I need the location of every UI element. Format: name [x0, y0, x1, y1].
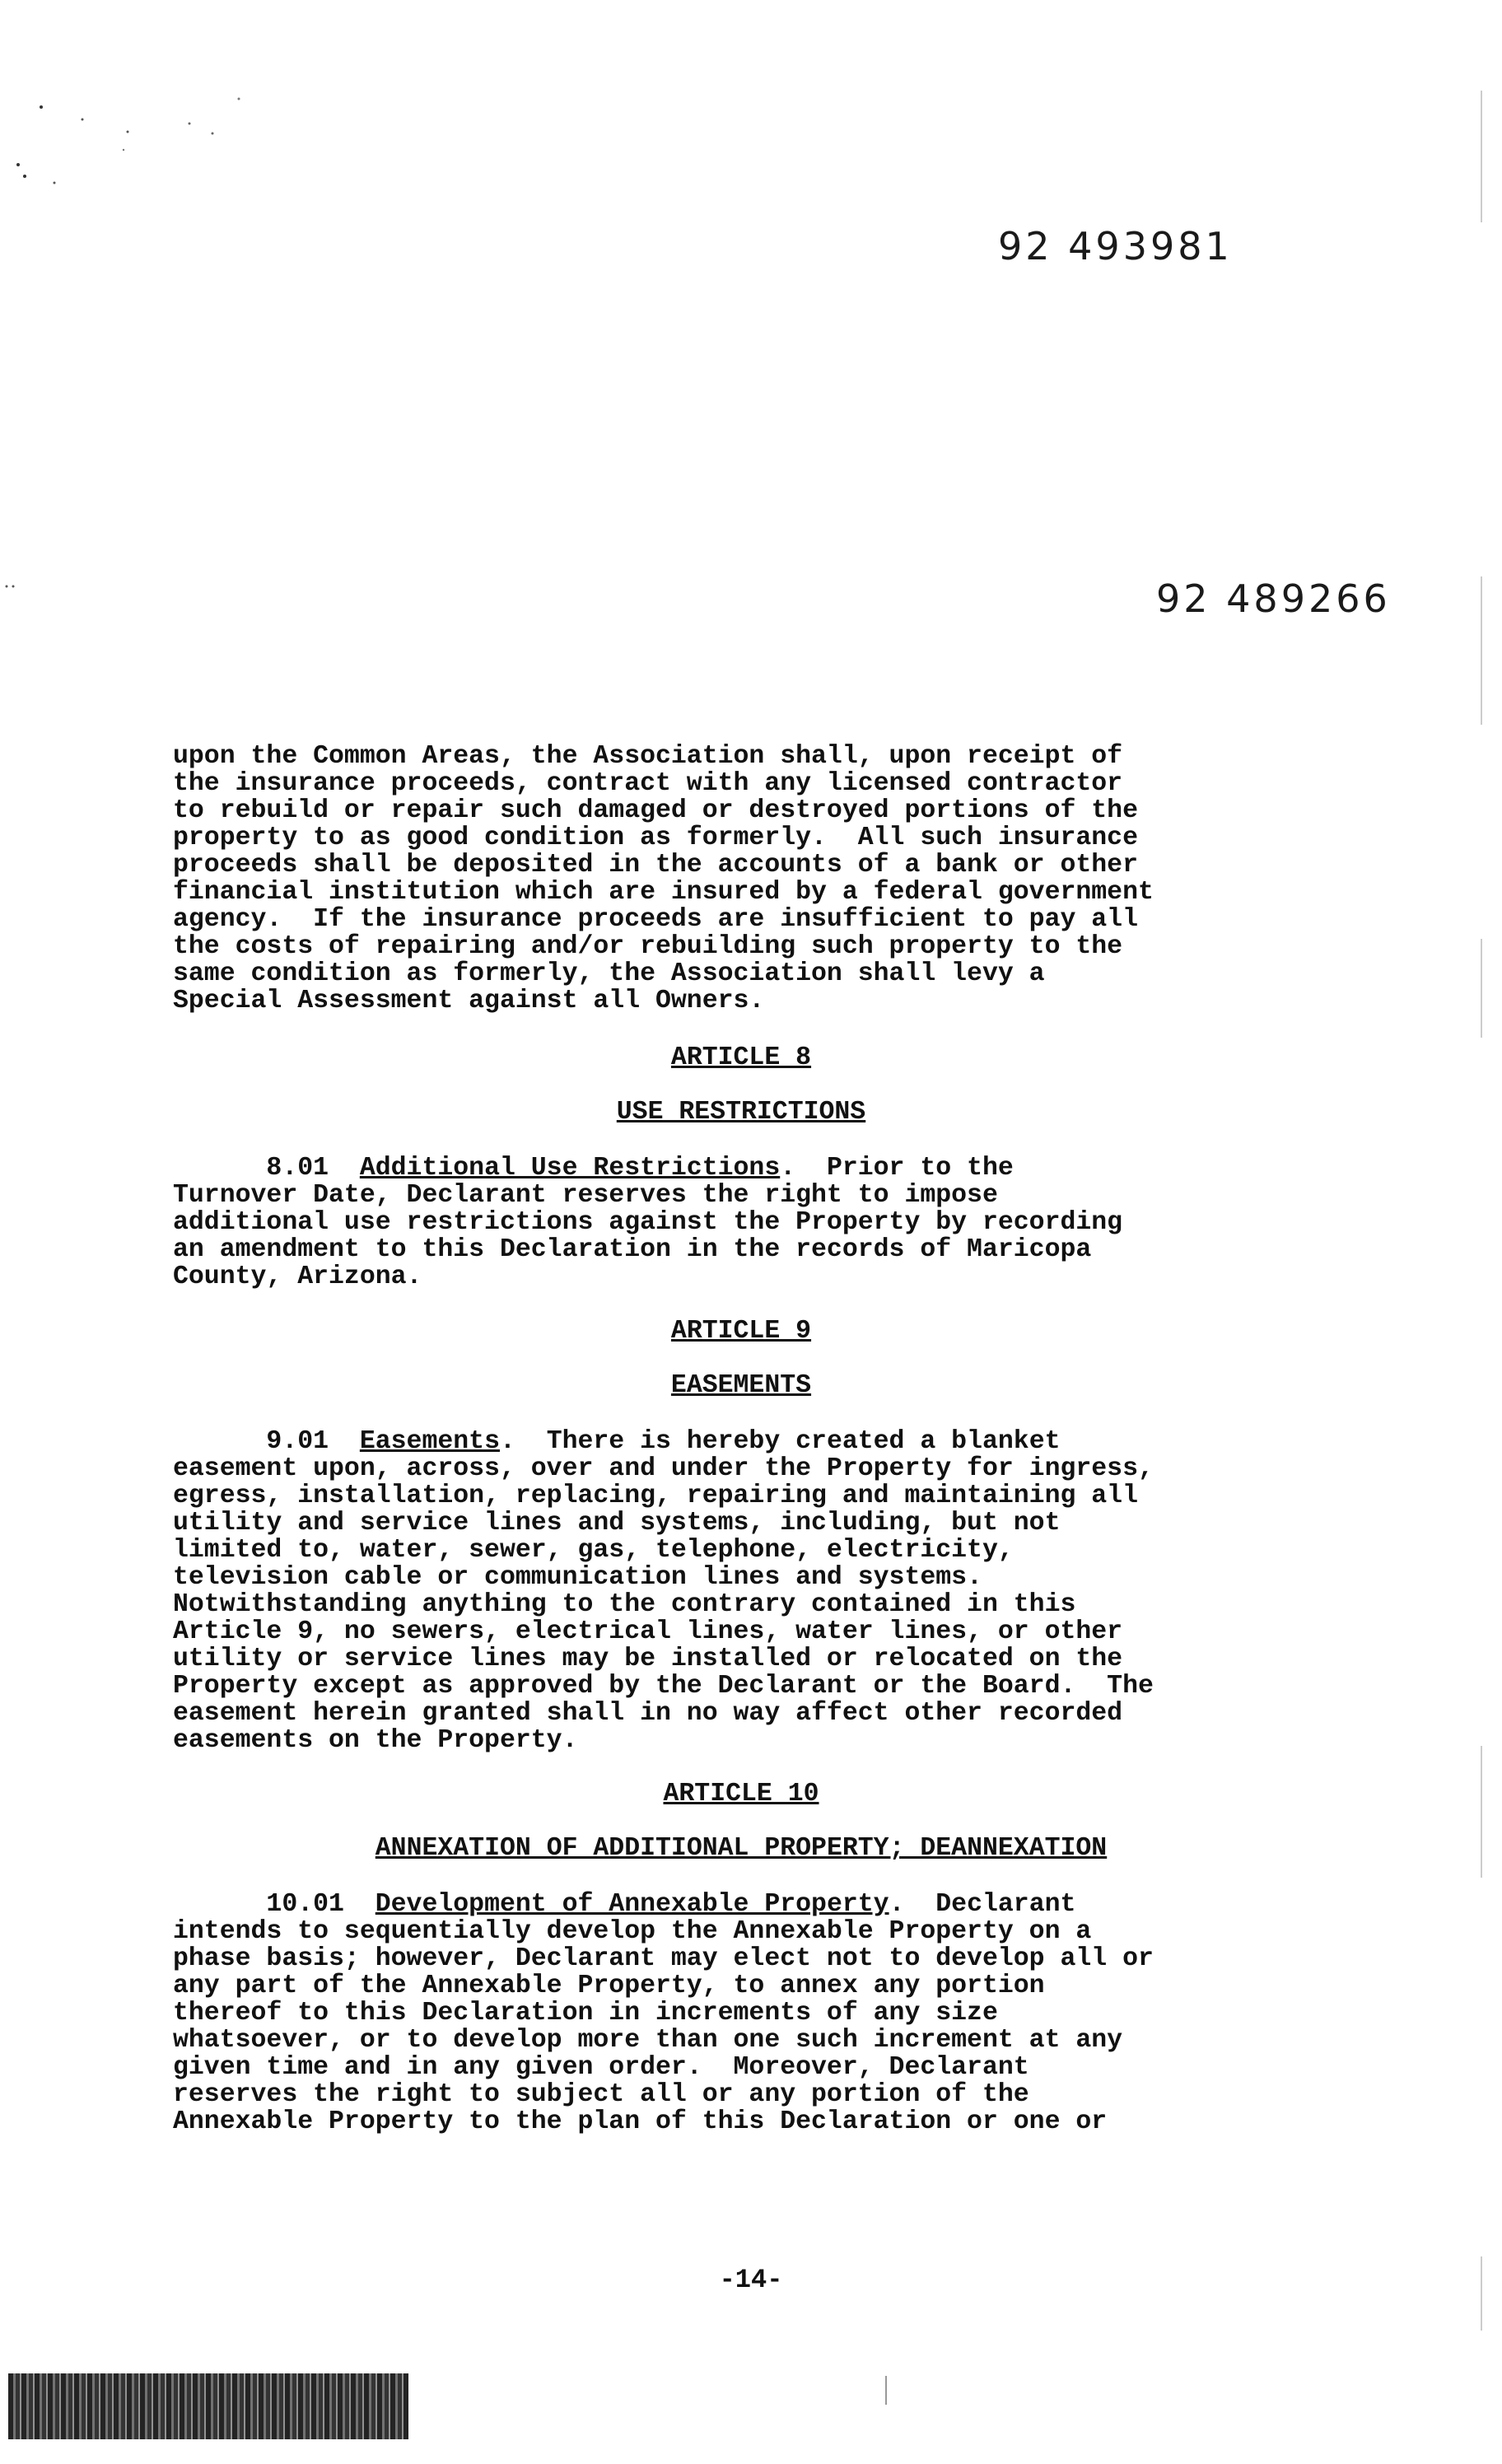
section-text: . Declarant [889, 1890, 1076, 1919]
scan-edge-line [1481, 1746, 1482, 1878]
scan-edge-line [1481, 939, 1482, 1038]
section-number: 10.01 [173, 1890, 376, 1919]
section-number: 9.01 [173, 1427, 360, 1456]
section-10-01-first-line [173, 1891, 1375, 1918]
section-text: . Prior to the [780, 1154, 1014, 1183]
page-number: -14- [719, 2265, 783, 2295]
insurance-paragraph: upon the Common Areas, the Association shall, upon receipt of the insurance proceeds, contract with any licensed contractor to rebuild or repair such damaged or destroyed portions of the property to as good condition as formerly. All such insurance proceeds shall be deposited in the accounts of a bank or other financial institution which are insured by a federal government agency. If the insurance proceeds are insufficient to pay all the costs of repairing and/or rebuilding such property to the same condition as formerly, the Association shall levy a Special Assessment against all Owners. [173, 742, 1154, 1015]
scan-edge-line [1481, 91, 1482, 222]
article-8-title: USE RESTRICTIONS [616, 1098, 866, 1127]
section-title: Additional Use Restrictions [359, 1154, 781, 1183]
article-8-heading: ARTICLE 8 [670, 1043, 812, 1072]
scan-barcode-artifact [8, 2373, 408, 2439]
section-text: . There is hereby created a blanket [499, 1427, 1061, 1456]
recording-number-stamp: 92 489266 [1156, 576, 1391, 621]
article-10-heading: ARTICLE 10 [663, 1780, 819, 1808]
section-title: Easements [359, 1427, 500, 1456]
article-9-heading: ARTICLE 9 [670, 1317, 812, 1346]
section-number: 8.01 [173, 1154, 360, 1183]
section-8-01-first-line [173, 1155, 1375, 1182]
article-10-title: ANNEXATION OF ADDITIONAL PROPERTY; DEANNEXATION [375, 1834, 1108, 1863]
section-title: Development of Annexable Property [375, 1890, 889, 1919]
section-9-01-body: easement upon, across, over and under the Property for ingress, egress, installation, replacing, repairing and maintaining all utility and service lines and systems, including, but not limited to, water, sewer, gas, telephone, electricity, television cable or communication lines and systems. Notwithstanding anything to the contrary contained in this Article 9, no sewers, electrical lines, water lines, or other utility or service lines may be installed or relocated on the Property except as approved by the Declarant or the Board. The easement herein granted shall in no way affect other recorded easements on the Property. [173, 1454, 1154, 1755]
section-8-01-body: Turnover Date, Declarant reserves the right to impose additional use restrictions against the Property by recording an amendment to this Declaration in the records of Maricopa County, Arizona. [173, 1181, 1123, 1291]
section-9-01-first-line [173, 1428, 1375, 1455]
article-9-title: EASEMENTS [670, 1371, 812, 1400]
scan-edge-line [1481, 576, 1482, 725]
recording-number-stamp: 92 493981 [998, 224, 1233, 268]
section-10-01-body: intends to sequentially develop the Annexable Property on a phase basis; however, Declarant may elect not to develop all or any part of the Annexable Property, to annex any portion thereof to this Declaration in increments of any size whatsoever, or to develop more than one such increment at any given time and in any given order. Moreover, Declarant reserves the right to subject all or any portion of the Annexable Property to the plan of this Declaration or one or [173, 1917, 1154, 2136]
